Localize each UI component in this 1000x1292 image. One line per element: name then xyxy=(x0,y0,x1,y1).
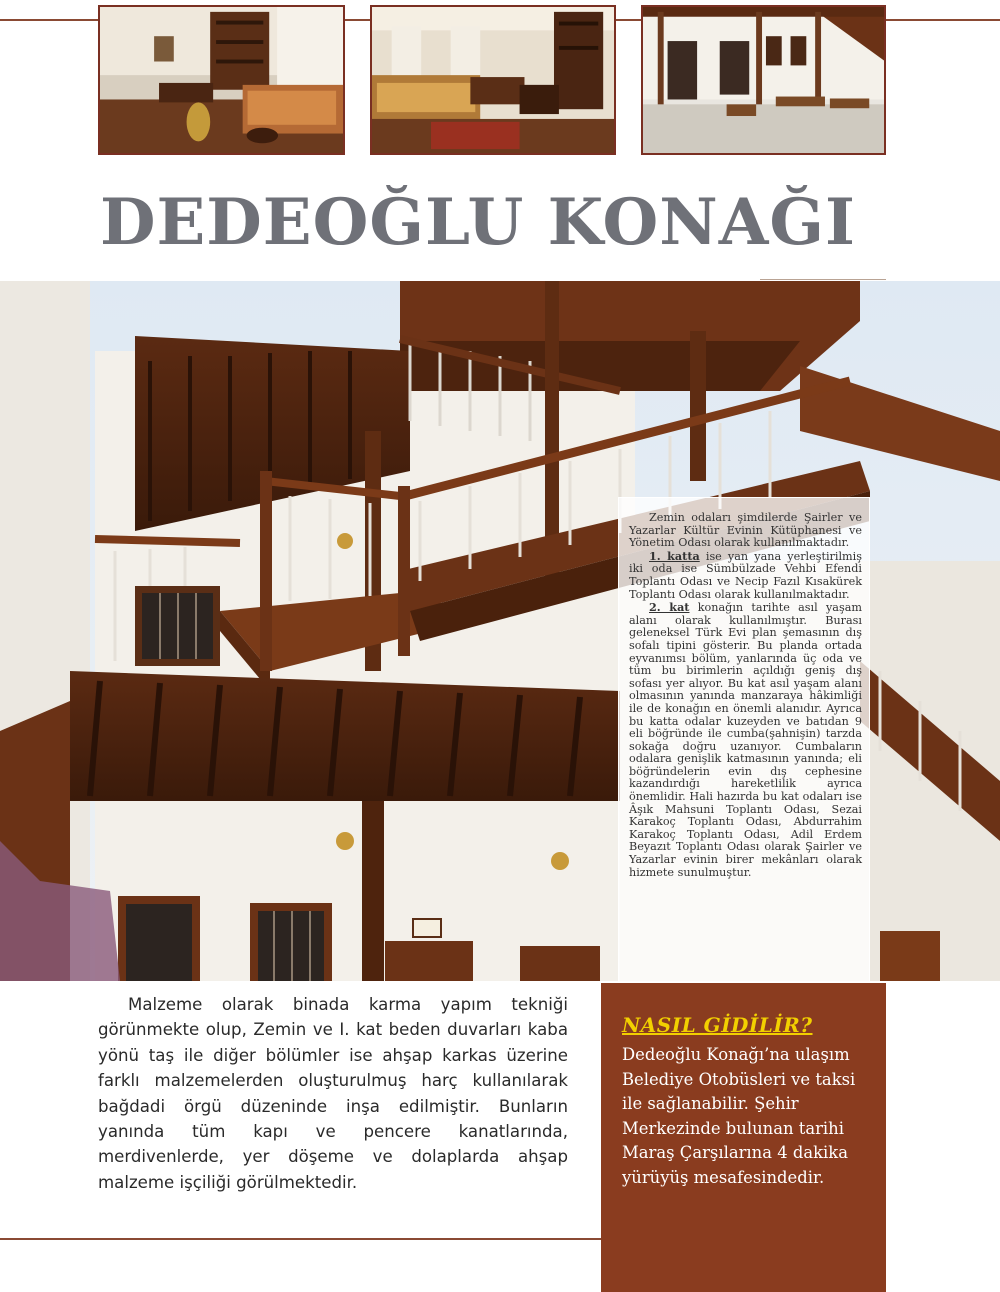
page-title: DEDEOĞLU KONAĞI xyxy=(100,185,856,260)
top-rule-mid-1 xyxy=(345,19,370,21)
bottom-rule xyxy=(0,1238,601,1240)
floor-2-text: konağın tarihte asıl yaşam alanı olarak kullanılmıştır. Burası geleneksel Türk Evi plan şemasının dış sofalı tipini gösterir. Bu planda ortada eyvanımsı bölüm, yanlarında üç oda ve tüm bu birimlerin açıldığı geniş dış sofası yer alıyor. Bu kat asıl yaşam alanı olmasının yanında manzaraya hâkimliği ile de konağın en önemli alanıdır. Ayrıca bu katta odalar kuzeyden ve batıdan 9 eli böğründe ile cumba(şahnişin) tarzda sokağa doğru uzanıyor. Cumbaların odalara genişlik katmasının yanında; eli böğründelerin evin dış cephesine kazandırdığı hareketlilik ayrıca önemlidir. Hali hazırda bu kat odaları ise Âşık Mahsuni Toplantı Odası, Sezai Karakoç Toplantı Odası, Abdurrahim Karakoç Toplantı Odası, Adil Erdem Beyazıt Toplantı Odası olarak Şairler ve Yazarlar evinin birer mekânları olarak hizmete sunulmuştur. xyxy=(629,601,862,879)
directions-heading: NASIL GİDİLİR? xyxy=(622,1013,813,1037)
library-interior-photo-icon xyxy=(100,7,343,153)
directions-text: Dedeoğlu Konağı’na ulaşım Belediye Otobüsleri ve taksi ile sağlanabilir. Şehir Merkezinde bulunan tarihi Maraş Çarşılarına 4 dakika yürüyüş mesafesindedir. xyxy=(622,1045,856,1187)
floor-2-label: 2. kat xyxy=(649,600,690,615)
thumbnail-library xyxy=(98,5,345,155)
meeting-room-photo-icon xyxy=(372,7,614,153)
floor-1-label: 1. katta xyxy=(649,548,700,563)
title-rule-right xyxy=(760,279,886,280)
thumbnail-meeting-room xyxy=(370,5,616,155)
top-rule-mid-2 xyxy=(616,19,641,21)
overlay-text-box xyxy=(618,497,870,989)
body-text xyxy=(98,992,568,1195)
top-rule-left xyxy=(0,19,98,21)
thumbnail-courtyard xyxy=(641,5,886,155)
floor-1-text: ise yan yana yerleştirilmiş iki oda ise Sümbülzade Vehbi Efendi Toplantı Odası ve Necip Fazıl Kısakürek Toplantı Odası olarak kullanılmaktadır. xyxy=(629,549,862,601)
overlay-paragraph-2 xyxy=(629,550,862,601)
top-rule-right xyxy=(886,19,1000,21)
overlay-paragraph-3 xyxy=(629,601,862,879)
directions-sidebar xyxy=(601,983,886,1292)
courtyard-photo-icon xyxy=(643,7,884,153)
overlay-paragraph-1: Zemin odaları şimdilerde Şairler ve Yazarlar Kültür Evinin Kütüphanesi ve Yönetim Odası olarak kullanılmaktadır. xyxy=(629,511,862,550)
body-paragraph: Malzeme olarak binada karma yapım tekniği görünmekte olup, Zemin ve I. kat beden duvarları kaba yönü taş ile diğer bölümler ise ahşap karkas üzerine farklı malzemelerden oluşturulmuş harç kullanılarak bağdadi örgü düzeninde inşa edilmiştir. Bunların yanında tüm kapı ve pencere kanatlarında, merdivenlerde, yer döşeme ve dolaplarda ahşap malzeme işçiliği görülmektedir. xyxy=(98,995,568,1192)
